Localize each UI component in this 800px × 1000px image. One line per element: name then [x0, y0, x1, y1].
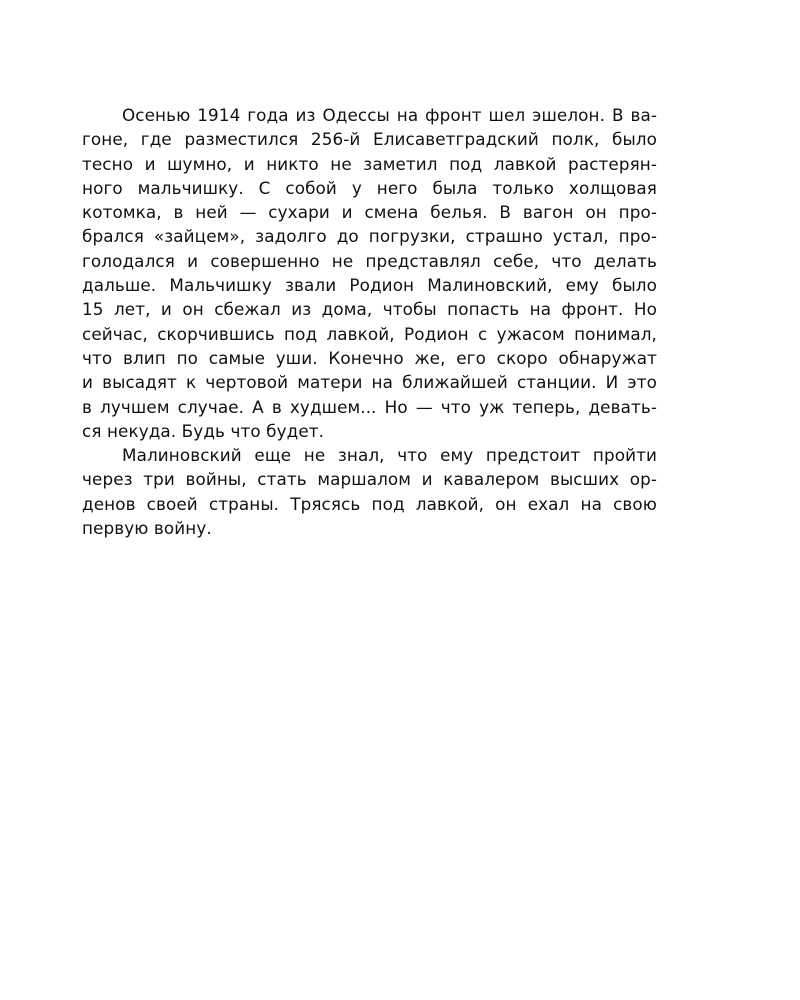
- paragraph-line: 15 лет, и он сбежал из дома, чтобы попасть на фронт. Но: [82, 299, 657, 320]
- paragraph-line: котомка, в ней — сухари и смена белья. В вагон он про-: [82, 202, 657, 223]
- paragraph-line: через три войны, стать маршалом и кавалером высших ор-: [82, 469, 657, 490]
- paragraph-line: тесно и шумно, и никто не заметил под лавкой растерян-: [82, 153, 657, 174]
- paragraph-line: ся некуда. Будь что будет.: [82, 420, 325, 441]
- paragraph-line: сейчас, скорчившись под лавкой, Родион с ужасом понимал,: [82, 323, 657, 344]
- paragraph-line: что влип по самые уши. Конечно же, его скоро обнаружат: [82, 347, 657, 368]
- paragraph-1: [82, 103, 657, 443]
- paragraph-2: [82, 443, 657, 540]
- paragraph-line: Малиновский еще не знал, что ему предстоит пройти: [122, 445, 657, 466]
- paragraph-line: денов своей страны. Трясясь под лавкой, он ехал на свою: [82, 493, 657, 514]
- text-block: [82, 103, 657, 540]
- paragraph-line: в лучшем случае. А в худшем... Но — что уж теперь, девать-: [82, 396, 657, 417]
- paragraph-line: ного мальчишку. С собой у него была только холщовая: [82, 177, 657, 198]
- paragraph-line: брался «зайцем», задолго до погрузки, страшно устал, про-: [82, 226, 657, 247]
- paragraph-line: дальше. Мальчишку звали Родион Малиновский, ему было: [82, 275, 657, 296]
- paragraph-line: Осенью 1914 года из Одессы на фронт шел эшелон. В ва-: [122, 105, 657, 125]
- paragraph-line: голодался и совершенно не представлял себе, что делать: [82, 250, 657, 271]
- paragraph-line: гоне, где разместился 256-й Елисаветградский полк, было: [82, 129, 657, 150]
- paragraph-line: и высадят к чертовой матери на ближайшей станции. И это: [82, 372, 657, 393]
- paragraph-line: первую войну.: [82, 518, 212, 539]
